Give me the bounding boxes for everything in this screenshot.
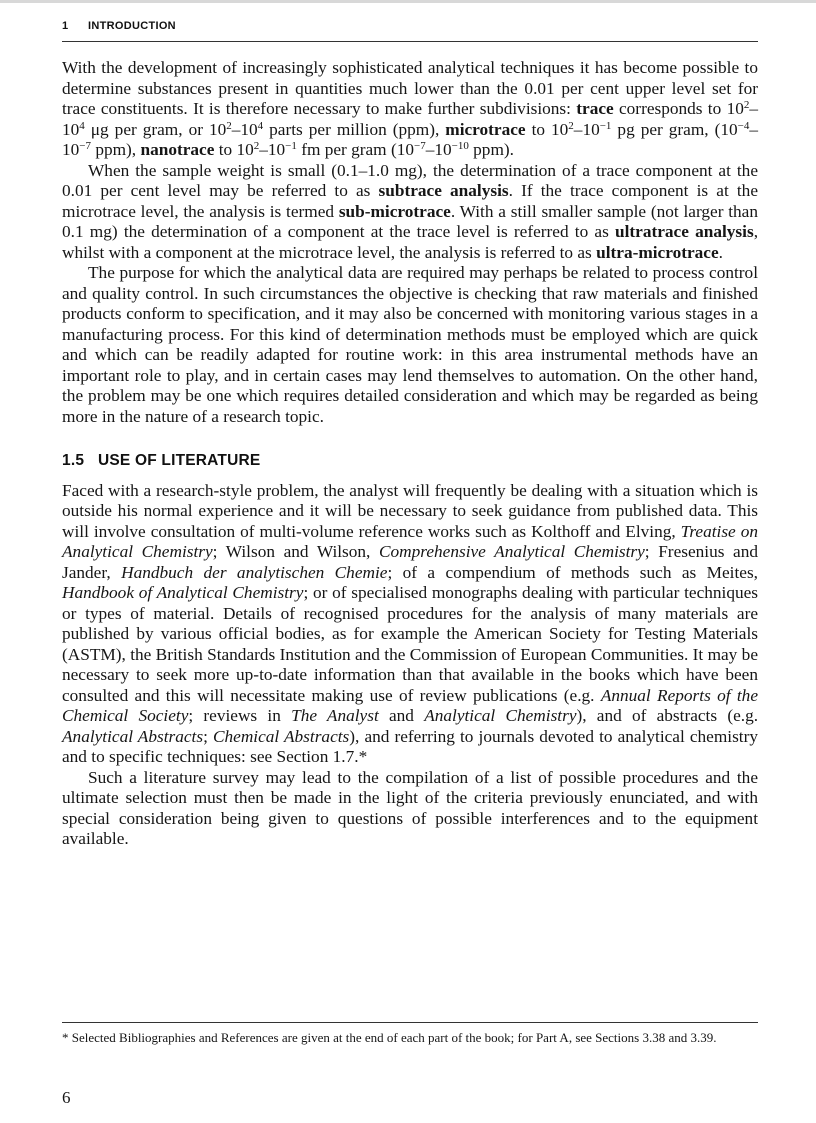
paragraph-literature-sources: Faced with a research-style problem, the analyst will frequently be dealing with a situation which is outside his normal experience and it will be necessary to seek guidance from published data. This will involve consultation of multi-volume reference works such as Kolthoff and Elving, Treatise on Analytical Chemistry; Wilson and Wilson, Comprehensive Analytical Chemistry; Fresenius and Jander, Handbuch der analytischen Chemie; of a compendium of methods such as Meites, Handbook of Analytical Chemistry; or of specialised monographs dealing with particular techniques or types of material. Details of recognised procedures for the analysis of many materials are published by various official bodies, as for example the American Society for Testing Materials (ASTM), the British Standards Institution and the Commission of European Communities. It may be necessary to seek more up-to-date information than that available in the books which have been consulted and this will necessitate making use of review publications (e.g. Annual Reports of the Chemical Society; reviews in The Analyst and Analytical Chemistry), and of abstracts (e.g. Analytical Abstracts; Chemical Abstracts), and referring to journals devoted to analytical chemistry and to specific techniques: see Section 1.7.* xyxy=(62,480,759,766)
citation-title: Annual Reports of the Chemical Society xyxy=(62,685,758,725)
paragraph-literature-survey: Such a literature survey may lead to the compilation of a list of possible procedures and the ultimate selection must then be made in the light of the criteria previously enunciated, and with special consideration being given to questions of possible interferences and to the equipment available. xyxy=(62,767,758,848)
paragraph-sample-weight: When the sample weight is small (0.1–1.0 mg), the determination of a trace component at the 0.01 per cent level may be referred to as subtrace analysis. If the trace component is at the microtrace level, the analysis is termed sub-microtrace. With a still smaller sample (not larger than 0.1 mg) the determination of a component at the trace level is referred to as ultratrace analysis, whilst with a component at the microtrace level, the analysis is referred to as ultra-microtrace. xyxy=(62,160,759,262)
term-subtrace-analysis: subtrace analysis xyxy=(378,181,509,200)
citation-title: Treatise on Analytical Chemistry xyxy=(62,521,758,561)
term-microtrace: microtrace xyxy=(445,119,526,139)
header-rule xyxy=(62,41,758,42)
term-sub-microtrace: sub-microtrace xyxy=(338,201,451,221)
citation-title: Handbuch der analytischen Chemie xyxy=(121,562,388,582)
footnote-rule xyxy=(62,1022,758,1023)
citation-title: Comprehensive Analytical Chemistry xyxy=(378,542,645,561)
term-ultra-microtrace: ultra-microtrace xyxy=(596,242,719,262)
footnote: * Selected Bibliographies and References are given at the end of each part of the book; for Part A, see Sections 3.38 and 3.39. xyxy=(62,1030,717,1045)
citation-title: Chemical Abstracts xyxy=(212,726,350,746)
citation-title: Analytical Chemistry xyxy=(424,706,577,725)
paragraph-trace-definitions: With the development of increasingly sophisticated analytical techniques it has become possible to determine substances present in quantities much lower than the 0.01 per cent upper level set for trace constituents. It is therefore necessary to make further subdivisions: trace corresponds to $10^2-10^4$ μg per gram, or $10^2-10^4$ parts per million (ppm), microtrace to $10^2-10^{-1}$ pg per gram, ($10^{-4}-10^{-7}$ ppm), nanotrace to $10^2-10^{-1}$ fm per gram ($10^{-7}-10^{-10}$ ppm). xyxy=(62,58,758,159)
section-heading xyxy=(62,451,758,472)
term-nanotrace: nanotrace xyxy=(140,140,215,159)
paragraph-purpose: The purpose for which the analytical data are required may perhaps be related to process control and quality control. In such circumstances the objective is checking that raw materials and finished products conform to specification, and it may also be concerned with monitoring various stages in a manufacturing process. For this kind of determination methods must be employed which are quick and which can be readily adapted for routine work: in this area instrumental methods have an important role to play, and in certain cases may lend themselves to automation. On the other hand, the problem may be one which requires detailed consideration and which may be regarded as being more in the nature of a research topic. xyxy=(62,263,758,426)
page-body xyxy=(62,58,758,850)
term-ultratrace-analysis: ultratrace analysis xyxy=(615,222,754,241)
page-number: 6 xyxy=(62,1088,71,1107)
term-trace: trace xyxy=(576,99,614,118)
section-number: 1.5 xyxy=(62,452,85,469)
running-head-chapter-title: INTRODUCTION xyxy=(88,20,176,32)
section-title: USE OF LITERATURE xyxy=(98,452,261,469)
citation-title: Handbook of Analytical Chemistry xyxy=(62,583,304,602)
citation-title: Analytical Abstracts xyxy=(62,726,204,746)
citation-title: The Analyst xyxy=(291,706,379,725)
running-head xyxy=(62,20,758,32)
running-head-chapter-number: 1 xyxy=(62,20,69,32)
page-top-edge xyxy=(0,0,816,3)
